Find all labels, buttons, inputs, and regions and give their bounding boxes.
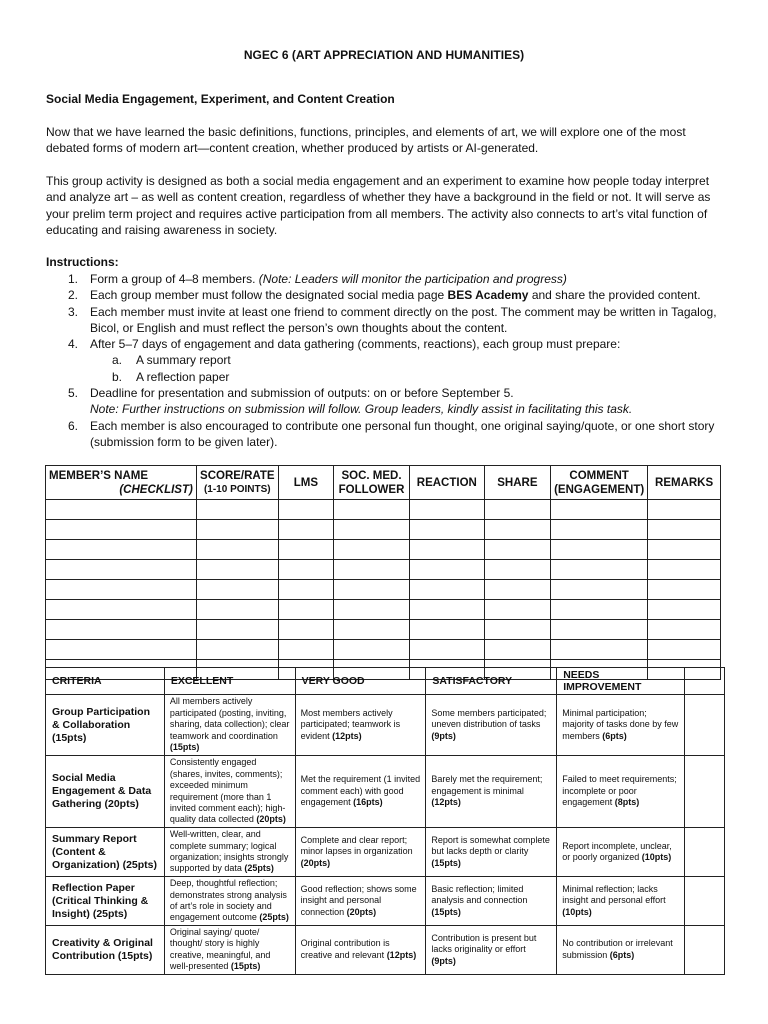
cell[interactable] — [196, 520, 278, 540]
instruction-item — [46, 271, 726, 287]
cell[interactable] — [409, 600, 484, 620]
sub-item-text: A reflection paper — [136, 369, 230, 384]
criteria-cell: Reflection Paper (Critical Thinking & Insight) (25pts) — [46, 877, 165, 926]
cell[interactable] — [196, 600, 278, 620]
rubric-table — [45, 667, 725, 975]
cell[interactable] — [648, 520, 721, 540]
cell[interactable] — [278, 580, 333, 600]
instruction-number: 5. — [68, 386, 79, 401]
cell[interactable] — [551, 520, 648, 540]
cell[interactable] — [278, 600, 333, 620]
rubric-cell: Minimal reflection; lacks insight and personal effort (10pts) — [557, 877, 685, 926]
cell[interactable] — [551, 580, 648, 600]
column-header-follower: SOC. MED. FOLLOWER — [334, 466, 410, 500]
criteria-cell: Group Participation & Collaboration (15pts) — [46, 695, 165, 756]
cell[interactable] — [648, 500, 721, 520]
table-row[interactable] — [46, 560, 721, 580]
cell[interactable] — [196, 640, 278, 660]
rubric-cell: No contribution or irrelevant submission (6pts) — [557, 926, 685, 975]
cell[interactable] — [196, 580, 278, 600]
sub-item-text: A summary report — [136, 353, 231, 368]
rubric-cell: All members actively participated (posting, inviting, sharing, data collection); clear teamwork and coordination (15pts) — [164, 695, 295, 756]
instruction-text: and share the provided content. — [528, 288, 701, 303]
rubric-cell: Failed to meet requirements; incomplete or poor engagement (8pts) — [557, 756, 685, 828]
instruction-number: 4. — [68, 337, 79, 352]
cell[interactable] — [196, 560, 278, 580]
member-checklist-table — [45, 465, 721, 680]
cell[interactable] — [551, 640, 648, 660]
rubric-cell: Minimal participation; majority of tasks done by few members (6pts) — [557, 695, 685, 756]
cell[interactable] — [551, 600, 648, 620]
cell[interactable] — [484, 560, 550, 580]
score-cell[interactable] — [685, 828, 725, 877]
column-header-reaction: REACTION — [409, 466, 484, 500]
cell[interactable] — [648, 580, 721, 600]
sub-item — [90, 352, 726, 368]
cell[interactable] — [278, 500, 333, 520]
column-header-satisfactory: SATISFACTORY — [426, 668, 557, 695]
cell[interactable] — [46, 500, 197, 520]
instruction-text: Form a group of 4–8 members. — [90, 272, 259, 286]
cell[interactable] — [334, 520, 410, 540]
table-row — [46, 877, 725, 926]
sub-item — [90, 369, 726, 385]
instruction-number: 6. — [68, 418, 79, 433]
cell[interactable] — [46, 580, 197, 600]
column-header-share: SHARE — [484, 466, 550, 500]
table-row[interactable] — [46, 600, 721, 620]
rubric-cell: Contribution is present but lacks originality or effort (9pts) — [426, 926, 557, 975]
cell[interactable] — [484, 580, 550, 600]
column-header-blank — [685, 668, 725, 695]
rubric-cell: Basic reflection; limited analysis and connection (15pts) — [426, 877, 557, 926]
cell[interactable] — [409, 580, 484, 600]
instruction-number: 3. — [68, 304, 79, 319]
cell[interactable] — [551, 620, 648, 640]
cell[interactable] — [334, 620, 410, 640]
cell[interactable] — [484, 620, 550, 640]
instruction-item — [46, 304, 726, 337]
rubric-cell: Most members actively participated; teamwork is evident (12pts) — [295, 695, 426, 756]
cell[interactable] — [334, 600, 410, 620]
rubric-cell: Complete and clear report; minor lapses in organization (20pts) — [295, 828, 426, 877]
cell[interactable] — [334, 580, 410, 600]
cell[interactable] — [409, 540, 484, 560]
rubric-cell: Original saying/ quote/ thought/ story is highly creative, meaningful, and well-presented (15pts) — [164, 926, 295, 975]
cell[interactable] — [484, 640, 550, 660]
table-row — [46, 756, 725, 828]
instruction-item — [46, 287, 726, 303]
sub-item-letter: a. — [112, 353, 123, 368]
criteria-cell: Summary Report (Content & Organization) (25pts) — [46, 828, 165, 877]
cell[interactable] — [409, 640, 484, 660]
score-cell[interactable] — [685, 877, 725, 926]
cell[interactable] — [278, 520, 333, 540]
cell[interactable] — [409, 560, 484, 580]
rubric-cell: Consistently engaged (shares, invites, comments); exceeded minimum requirement (more than 1 invited comment each); high-quality data collected (20pts) — [164, 756, 295, 828]
score-cell[interactable] — [685, 926, 725, 975]
table-row — [46, 695, 725, 756]
instruction-text: Each member is also encouraged to contribute one personal fun thought, one original saying/quote, or one short story (submission form to be given later). — [90, 418, 715, 449]
cell[interactable] — [409, 500, 484, 520]
cell[interactable] — [46, 600, 197, 620]
table-row — [46, 828, 725, 877]
instruction-number: 1. — [68, 272, 79, 286]
table-row[interactable] — [46, 620, 721, 640]
instruction-item — [46, 418, 726, 451]
instructions-heading: Instructions: — [46, 255, 119, 269]
criteria-cell: Creativity & Original Contribution (15pts) — [46, 926, 165, 975]
rubric-cell: Barely met the requirement; engagement is minimal (12pts) — [426, 756, 557, 828]
column-header-remarks: REMARKS — [648, 466, 721, 500]
column-header-lms: LMS — [278, 466, 333, 500]
rubric-cell: Well-written, clear, and complete summary; logical organization; insights strongly supported by data (25pts) — [164, 828, 295, 877]
column-header-needs-improvement: NEEDS IMPROVEMENT — [557, 668, 685, 695]
rubric-cell: Deep, thoughtful reflection; demonstrates strong analysis of art’s role in society and engagement outcome (25pts) — [164, 877, 295, 926]
social-page-name: BES Academy — [447, 288, 529, 303]
activity-subtitle: Social Media Engagement, Experiment, and Content Creation — [46, 92, 395, 106]
rubric-cell: Good reflection; shows some insight and personal connection (20pts) — [295, 877, 426, 926]
cell[interactable] — [648, 640, 721, 660]
cell[interactable] — [551, 540, 648, 560]
cell[interactable] — [648, 600, 721, 620]
cell[interactable] — [46, 560, 197, 580]
table-header-row — [46, 668, 725, 695]
cell[interactable] — [409, 520, 484, 540]
cell[interactable] — [648, 560, 721, 580]
column-header-score: SCORE/RATE (1-10 POINTS) — [196, 466, 278, 500]
table-header-row — [46, 466, 721, 500]
score-cell[interactable] — [685, 695, 725, 756]
cell[interactable] — [409, 620, 484, 640]
column-header-excellent: EXCELLENT — [164, 668, 295, 695]
rubric-cell: Met the requirement (1 invited comment each) with good engagement (16pts) — [295, 756, 426, 828]
column-header-very-good: VERY GOOD — [295, 668, 426, 695]
cell[interactable] — [46, 520, 197, 540]
rubric-cell: Some members participated; uneven distribution of tasks (9pts) — [426, 695, 557, 756]
cell[interactable] — [196, 500, 278, 520]
table-row[interactable] — [46, 580, 721, 600]
instructions-list — [46, 271, 726, 450]
intro-paragraph-1: Now that we have learned the basic definitions, functions, principles, and elements of art, we will explore one of the most debated forms of modern art—content creation, whether produced by artists or AI-generated. — [46, 125, 686, 156]
page-title: NGEC 6 (ART APPRECIATION AND HUMANITIES) — [243, 48, 525, 62]
table-row[interactable] — [46, 540, 721, 560]
cell[interactable] — [334, 500, 410, 520]
instruction-text: Deadline for presentation and submission of outputs: on or before September 5. — [90, 386, 514, 401]
instruction-item — [46, 385, 726, 418]
sub-list — [90, 352, 726, 385]
instruction-text: Each group member must follow the designated social media page — [90, 288, 448, 303]
cell[interactable] — [46, 620, 197, 640]
cell[interactable] — [334, 640, 410, 660]
instruction-note: (Note: Leaders will monitor the participation and progress) — [258, 272, 567, 286]
cell[interactable] — [334, 560, 410, 580]
criteria-cell: Social Media Engagement & Data Gathering (20pts) — [46, 756, 165, 828]
instruction-number: 2. — [68, 288, 79, 303]
cell[interactable] — [484, 500, 550, 520]
cell[interactable] — [648, 540, 721, 560]
instruction-text: After 5–7 days of engagement and data gathering (comments, reactions), each group must prepare: — [90, 337, 621, 352]
cell[interactable] — [551, 500, 648, 520]
cell[interactable] — [46, 540, 197, 560]
cell[interactable] — [278, 640, 333, 660]
cell[interactable] — [484, 600, 550, 620]
cell[interactable] — [196, 540, 278, 560]
table-row[interactable] — [46, 500, 721, 520]
instruction-text: Each member must invite at least one friend to comment directly on the post. The comment may be written in Tagalog, Bicol, or English and must reflect the person’s own thoughts about the content. — [90, 304, 717, 335]
cell[interactable] — [334, 540, 410, 560]
intro-paragraph-2: This group activity is designed as both a social media engagement and an experiment to examine how people today interpret and analyze art – as well as content creation, regardless of whether they have a background in the field or not. It will serve as your prelim term project and requires active participation from all members. The activity also connects to art’s vital function of educating and raising awareness in society. — [46, 174, 711, 237]
cell[interactable] — [484, 520, 550, 540]
column-header-criteria: CRITERIA — [46, 668, 165, 695]
column-header-comment: COMMENT (ENGAGEMENT) — [551, 466, 648, 500]
cell[interactable] — [484, 540, 550, 560]
cell[interactable] — [278, 560, 333, 580]
cell[interactable] — [196, 620, 278, 640]
instruction-item — [46, 336, 726, 385]
column-header-member-name: MEMBER’S NAME (CHECKLIST) — [46, 466, 197, 500]
cell[interactable] — [551, 560, 648, 580]
rubric-cell: Report is somewhat complete but lacks depth or clarity (15pts) — [426, 828, 557, 877]
rubric-cell: Report incomplete, unclear, or poorly organized (10pts) — [557, 828, 685, 877]
cell[interactable] — [46, 640, 197, 660]
cell[interactable] — [278, 540, 333, 560]
rubric-cell: Original contribution is creative and relevant (12pts) — [295, 926, 426, 975]
cell[interactable] — [648, 620, 721, 640]
score-cell[interactable] — [685, 756, 725, 828]
sub-item-letter: b. — [112, 369, 123, 384]
table-row[interactable] — [46, 640, 721, 660]
table-row[interactable] — [46, 520, 721, 540]
instruction-note: Note: Further instructions on submission will follow. Group leaders, kindly assist in facilitating this task. — [90, 402, 633, 417]
cell[interactable] — [278, 620, 333, 640]
table-row — [46, 926, 725, 975]
